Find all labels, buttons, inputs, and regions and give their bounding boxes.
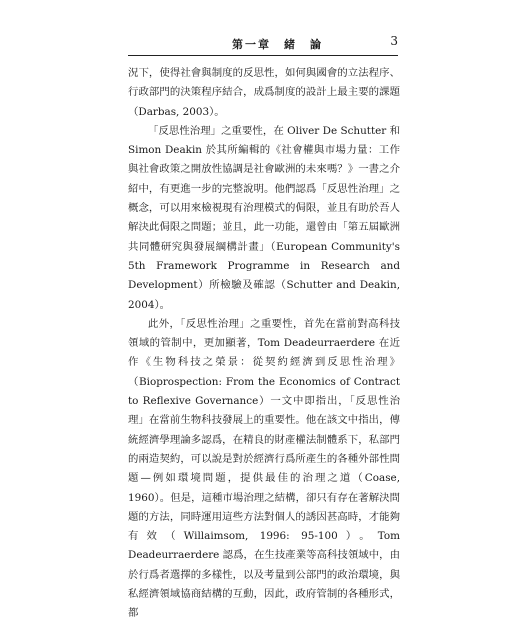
- paragraph-reflexive-governance: 「反思性治理」之重要性，在 Oliver De Schutter 和 Simon Deakin 於其所編輯的《社會權與市場力量：工作與社會政策之開放性協調是社會歐洲的未來嗎？》一書之介紹中，有更進一步的完整說明。他們認爲「反思性治理」之概念，可以用來檢視現有治理模式的侷限，並且有助於吾人解決此侷限之問題；並且，此一功能，還曾由「第五屆歐洲共同體研究與發展綱構計畫」（European Community's 5th Framework Programme in Research and Development）所檢驗及確認（Schutter and Deakin, 2004）。: [128, 124, 400, 311]
- page-number: 3: [390, 34, 398, 48]
- paragraph-biotech: 此外，「反思性治理」之重要性，首先在當前對高科技領域的管制中，更加顯著，Tom Deadeurraerdere 在近作《生物科技之榮景：從契約經濟到反思性治理》（Bioprospection: From the Economics of Contract to Reflexive Governance）一文中即指出，「反思性治理」在當前生物科技發展上的重要性。他在該文中指出，傳統經濟學理論多認爲，在精良的財產權法制體系下，私部門的兩造契約，可以說是對於經濟行爲所產生的各種外部性問題—例如環境問題，提供最佳的治理之道（Coase, 1960）。但是，這種市場治理之結構，卻只有存在著解決問題的方法，同時運用這些方法對個人的誘因甚高時，才能夠有效（Willaimsom, 1996: 95-100）。Tom Deadeurraerdere 認爲，在生技產業等高科技領域中，由於行爲者選擇的多樣性，以及考量到公部門的政治環境，與私經濟領域協商結構的互動，因此，政府管制的各種形式，都: [128, 317, 400, 620]
- chapter-title: 第一章 緒 論: [232, 38, 323, 51]
- body-text: [128, 64, 400, 624]
- running-header: [128, 34, 398, 54]
- paragraph-continuation: 況下，使得社會與制度的反思性，如何與國會的立法程序、行政部門的決策程序結合，成爲制度的設計上最主要的課題（Darbas, 2003）。: [128, 67, 400, 118]
- header-rule: [128, 55, 398, 56]
